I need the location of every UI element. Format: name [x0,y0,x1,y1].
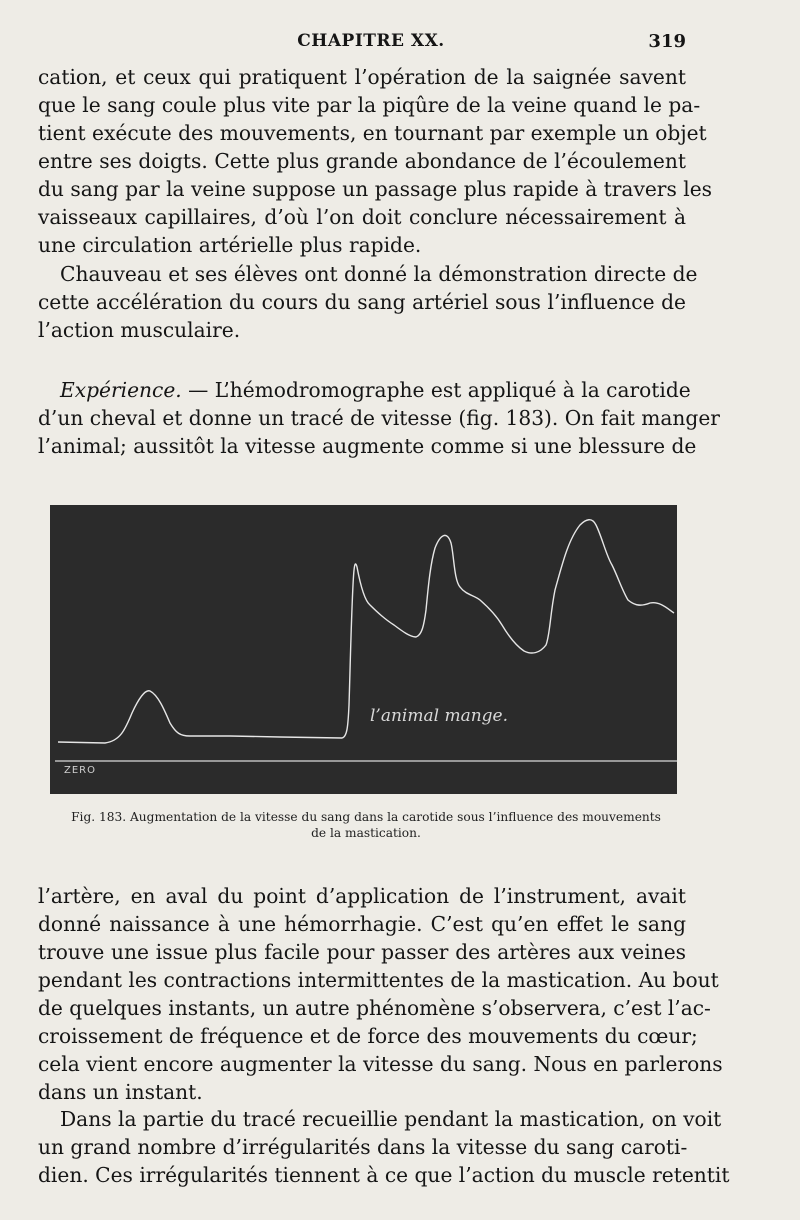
text-line: cela vient encore augmenter la vitesse du sang. Nous en parlerons [38,1052,723,1076]
text-line: pendant les contractions intermittentes de la mastication. Au bout [38,968,719,992]
zero-label: ZERO [64,765,96,776]
paragraph-5 [38,1105,730,1189]
text-line: du sang par la veine suppose un passage plus rapide à travers les [38,177,712,201]
text-line: de quelques instants, un autre phénomène s’observera, c’est l’ac- [38,996,711,1020]
text-line: donné naissance à une hémorrhagie. C’est qu’en effet le sang [38,912,686,936]
text-line: cation, et ceux qui pratiquent l’opération de la saignée savent [38,65,686,89]
paragraph-2 [38,260,698,344]
running-header [56,31,686,57]
text-line: Dans la partie du tracé recueillie pendant la mastication, on voit [60,1107,722,1131]
caption-line: Fig. 183. Augmentation de la vitesse du sang dans la carotide sous l’influence des mouvements [71,810,661,824]
trace-annotation: l’animal mange. [370,706,509,726]
paragraph-experience [38,376,720,460]
figure-caption [56,809,676,841]
text-line: que le sang coule plus vite par la piqûre de la veine quand le pa- [38,93,701,117]
paragraph-4 [38,882,723,1106]
text-line: une circulation artérielle plus rapide. [38,233,422,257]
text-line: vaisseaux capillaires, d’où l’on doit conclure nécessairement à [38,205,686,229]
text-line: tient exécute des mouvements, en tournant par exemple un objet [38,121,707,145]
text-line: dans un instant. [38,1080,203,1104]
page-number: 319 [648,31,686,52]
experience-lead: Expérience. [60,378,182,402]
text-line: l’artère, en aval du point d’application de l’instrument, avait [38,884,686,908]
caption-line: de la mastication. [311,826,421,840]
text-line: entre ses doigts. Cette plus grande abondance de l’écoulement [38,149,686,173]
text-line: croissement de fréquence et de force des mouvements du cœur; [38,1024,698,1048]
text-line: l’action musculaire. [38,318,241,342]
text-line: d’un cheval et donne un tracé de vitesse (fig. 183). On fait manger [38,406,720,430]
experience-text: — L’hémodromographe est appliqué à la carotide [181,378,691,402]
text-line: dien. Ces irrégularités tiennent à ce que l’action du muscle retentit [38,1163,730,1187]
text-line: Chauveau et ses élèves ont donné la démonstration directe de [60,262,698,286]
text-line [38,376,691,404]
figure-183-trace [50,505,677,794]
text-line: trouve une issue plus facile pour passer des artères aux veines [38,940,686,964]
text-line: cette accélération du cours du sang artériel sous l’influence de [38,290,686,314]
chapter-title: CHAPITRE XX. [297,31,445,51]
text-line: un grand nombre d’irrégularités dans la vitesse du sang caroti- [38,1135,688,1159]
text-line: l’animal; aussitôt la vitesse augmente comme si une blessure de [38,434,697,458]
paragraph-1 [38,63,712,259]
velocity-trace-plot [50,505,677,794]
plate-background [50,505,677,794]
